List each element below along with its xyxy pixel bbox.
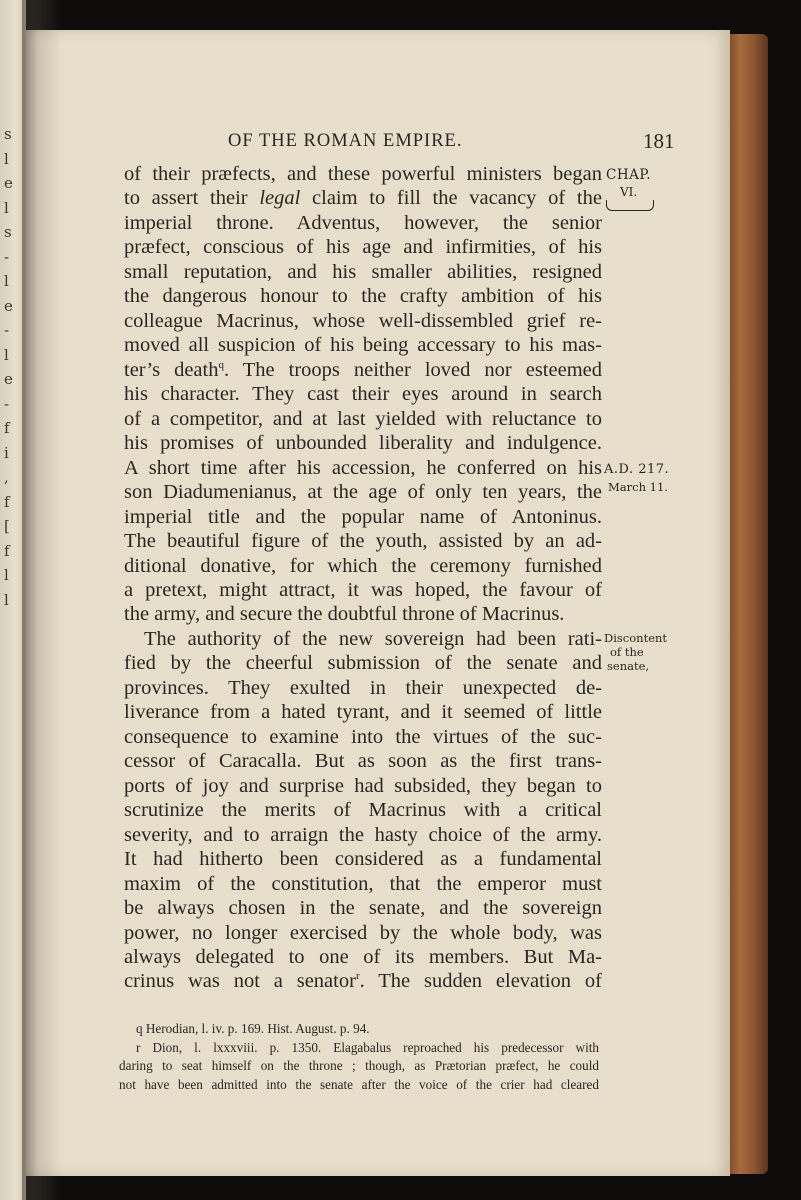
body-line: consequence to examine into the virtues of the suc-: [124, 725, 602, 748]
body-line: the dangerous honour to the crafty ambition of his: [124, 285, 602, 308]
body-line: of their præfects, and these powerful ministers began: [124, 163, 602, 185]
facing-page-fragment: l: [4, 272, 9, 290]
body-line: provinces. They exulted in their unexpected de-: [124, 676, 602, 699]
body-line: crinus was not a senator$^r$. The sudden elevation of: [124, 970, 602, 993]
facing-page-fragment: l: [4, 149, 9, 168]
body-line: his promises of unbounded liberality and indulgence.: [124, 432, 602, 455]
facing-page-fragment: f: [4, 492, 10, 511]
body-line: ports of joy and surprise had subsided, they began to: [124, 774, 602, 797]
body-line: It had hitherto been considered as a fundamental: [124, 848, 602, 871]
margin-date-day: March 11.: [608, 480, 668, 494]
footnote-line: r Dion, l. lxxxviii. p. 1350. Elagabalus reproached his predecessor with: [136, 1039, 599, 1055]
body-line: be always chosen in the senate, and the sovereign: [124, 897, 602, 920]
facing-page-fragment: s: [4, 223, 12, 241]
facing-page-fragment: e: [4, 296, 13, 315]
footnote-ref: q: [218, 358, 224, 371]
facing-page-fragment: l: [4, 345, 9, 364]
body-line: A short time after his accession, he conferred on his: [124, 456, 602, 479]
body-line: to assert their legal claim to fill the vacancy of the: [124, 187, 602, 210]
footnote-line: q Herodian, l. iv. p. 169. Hist. August. p. 94.: [136, 1021, 370, 1036]
margin-discontent-senate: senate,: [607, 659, 650, 673]
facing-page-fragment: l: [4, 198, 9, 217]
body-text: [124, 162, 602, 994]
book-spine-edge: [728, 34, 768, 1174]
margin-discontent: Discontent: [604, 631, 668, 645]
body-line: scrutinize the merits of Macrinus with a critical: [124, 799, 602, 822]
facing-page-fragment: l: [4, 566, 9, 584]
facing-page-fragment: f: [4, 541, 10, 560]
body-line: power, no longer exercised by the whole body, was: [124, 921, 602, 944]
body-line: imperial throne. Adventus, however, the senior: [124, 211, 602, 234]
running-head: OF THE ROMAN EMPIRE.: [228, 131, 463, 151]
footnotes: [119, 1020, 599, 1094]
body-line: ter’s death$^q$. The troops neither loved nor esteemed: [124, 358, 602, 381]
facing-page-fragment: e: [4, 370, 13, 388]
margin-date-year: A.D. 217.: [604, 462, 670, 477]
body-line: son Diadumenianus, at the age of only ten years, the: [124, 481, 602, 504]
body-line: colleague Macrinus, whose well-dissembled grief re-: [124, 309, 602, 332]
footnote-line: daring to seat himself on the throne ; though, as Prætorian præfect, he could: [119, 1058, 599, 1073]
footnote-ref: r: [355, 970, 360, 983]
facing-page-fragment: -: [4, 321, 10, 339]
book-page: [26, 30, 730, 1176]
margin-discontent-of-the: of the: [610, 645, 644, 659]
facing-page-fragment: -: [4, 394, 10, 413]
facing-page-fragment: s: [4, 125, 12, 143]
facing-page-fragment: f: [4, 419, 10, 437]
body-line: his character. They cast their eyes around in search: [124, 383, 602, 406]
facing-page-fragment: ,: [4, 468, 9, 486]
body-line: the army, and secure the doubtful throne of Macrinus.: [124, 603, 565, 626]
chap-brace: [606, 200, 654, 211]
body-line: always delegated to one of its members. But Ma-: [124, 946, 602, 968]
margin-chap-number: VI.: [620, 185, 638, 199]
facing-page-fragment: i: [4, 443, 9, 462]
body-line: small reputation, and his smaller abilities, resigned: [124, 260, 602, 283]
body-line: The authority of the new sovereign had been rati-: [144, 627, 602, 650]
footnote-line: not have been admitted into the senate after the voice of the crier had cleared: [119, 1076, 599, 1092]
facing-page-fragment: -: [4, 247, 10, 266]
body-line: of a competitor, and at last yielded with reluctance to: [124, 407, 602, 430]
facing-page-fragment: [: [4, 517, 10, 535]
gutter-shadow: [22, 0, 62, 1200]
body-line: ditional donative, for which the ceremony furnished: [124, 554, 602, 577]
italic-word: legal: [259, 187, 301, 210]
body-line: a pretext, might attract, it was hoped, the favour of: [124, 578, 602, 601]
facing-page-fragment: l: [4, 590, 9, 609]
facing-page-fragment: e: [4, 174, 13, 192]
body-line: moved all suspicion of his being accessary to his mas-: [124, 334, 602, 357]
page-number: 181: [643, 129, 675, 153]
body-line: imperial title and the popular name of Antoninus.: [124, 505, 602, 528]
margin-chap: CHAP.: [606, 167, 651, 183]
body-line: præfect, conscious of his age and infirmities, of his: [124, 236, 602, 259]
body-line: maxim of the constitution, that the emperor must: [124, 872, 602, 895]
body-line: cessor of Caracalla. But as soon as the first trans-: [124, 750, 602, 773]
body-line: The beautiful figure of the youth, assisted by an ad-: [124, 530, 602, 553]
body-line: fied by the cheerful submission of the senate and: [124, 652, 602, 675]
body-line: liverance from a hated tyrant, and it seemed of little: [124, 701, 602, 724]
body-line: severity, and to arraign the hasty choice of the army.: [124, 823, 602, 846]
